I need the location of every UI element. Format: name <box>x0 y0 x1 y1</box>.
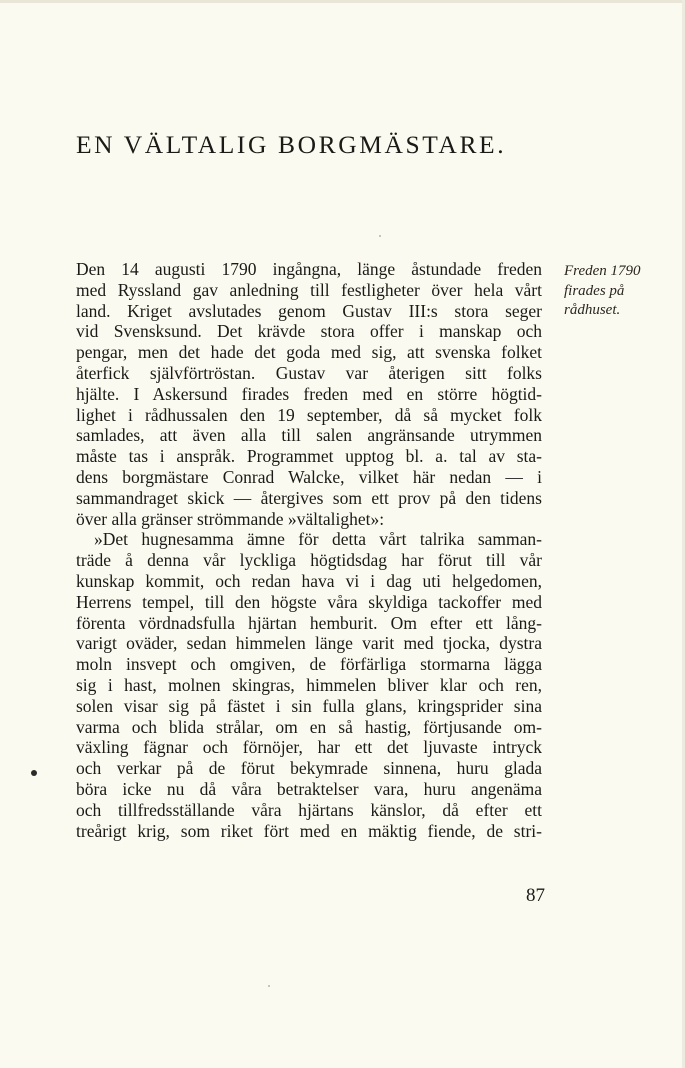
body-line: vid Svensksund. Det krävde stora offer i manskap och <box>76 321 542 342</box>
body-line: treårigt krig, som riket fört med en mäktig fiende, de stri- <box>76 820 542 841</box>
body-line: och verkar på de förut bekymrade sinnena, huru glada <box>76 758 542 779</box>
body-line: varigt oväder, sedan himmelen länge varit med tjocka, dystra <box>76 633 542 654</box>
chapter-heading: EN VÄLTALIG BORGMÄSTARE. <box>76 130 507 159</box>
body-line: med Ryssland gav anledning till festligheter över hela vårt <box>76 279 542 300</box>
body-line: Den 14 augusti 1790 ingångna, länge åstundade freden <box>76 259 542 279</box>
body-line: hjälte. I Askersund firades freden med en större högtid- <box>76 383 542 404</box>
body-line: träde å denna vår lyckliga högtidsdag har förut till vår <box>76 550 542 571</box>
body-line: moln insvept och omgiven, de förfärliga stormarna lägga <box>76 654 542 675</box>
page-edge-top <box>0 0 685 3</box>
body-line: över alla gränser strömmande »vältalighet»: <box>76 508 385 529</box>
body-line: land. Kriget avslutades genom Gustav III:s stora seger <box>76 300 542 321</box>
body-line: sig i hast, molnen skingras, himmelen bliver klar och ren, <box>76 674 542 695</box>
body-line: samlades, att även alla till salen angränsande utrymmen <box>76 425 542 446</box>
body-line: böra icke nu då våra betraktelser vara, huru angenäma <box>76 778 542 799</box>
body-line: lighet i rådhussalen den 19 september, då så mycket folk <box>76 404 542 425</box>
body-line: kunskap kommit, och redan hava vi i dag uti helgedomen, <box>76 570 542 591</box>
margin-note-line: firades på <box>564 282 625 299</box>
body-line: solen visar sig på fästet i sin fulla glans, kringsprider sina <box>76 695 542 716</box>
body-line: pengar, men det hade det goda med sig, att svenska folket <box>76 342 542 363</box>
margin-note-line: rådhuset. <box>564 302 621 318</box>
body-line: måste tas i anspråk. Programmet upptog bl. a. tal av sta- <box>76 446 542 467</box>
margin-note-line: Freden 1790 <box>564 263 641 279</box>
body-line: växling fägnar och förnöjer, har ett det ljuvaste intryck <box>76 737 542 758</box>
page-number: 87 <box>526 885 545 906</box>
margin-note <box>564 262 669 321</box>
body-line: förenta vördnadsfulla hjärtan hemburit. Om efter ett lång- <box>76 612 542 633</box>
body-line: Herrens tempel, till den högste våra skyldiga tackoffer med <box>76 591 542 612</box>
body-line: varma och blida strålar, om en så hastig, förtjusande om- <box>76 716 542 737</box>
body-line: sammandraget skick — återgives som ett prov på den tidens <box>76 487 542 508</box>
bullet-mark <box>31 770 37 776</box>
body-line: och tillfredsställande våra hjärtans känslor, då efter ett <box>76 799 542 820</box>
body-line: »Det hugnesamma ämne för detta vårt talrika samman- <box>94 529 542 550</box>
paper-speck <box>268 985 270 987</box>
paper-speck <box>379 235 381 237</box>
body-line: dens borgmästare Conrad Walcke, vilket här nedan — i <box>76 466 542 487</box>
body-line: återfick självförtröstan. Gustav var återigen sitt folks <box>76 362 542 383</box>
body-text <box>76 259 542 841</box>
